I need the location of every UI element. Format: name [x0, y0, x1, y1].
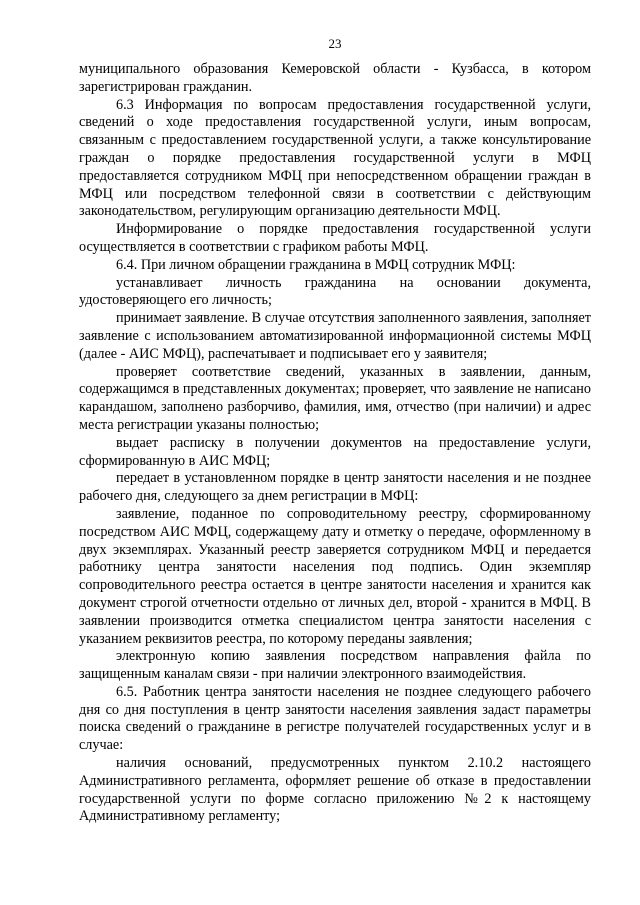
paragraph: принимает заявление. В случае отсутствия заполненного заявления, заполняет заявление с использованием автоматизированной информационной системы МФЦ (далее - АИС МФЦ), распечатывает и подписывает его у заявителя;	[79, 310, 591, 362]
paragraph: Информирование о порядке предоставления государственной услуги осуществляется в соответствии с графиком работы МФЦ.	[79, 221, 591, 255]
paragraph: заявление, поданное по сопроводительному реестру, сформированному посредством АИС МФЦ, содержащему дату и отметку о передаче, оформленному в двух экземплярах. Указанный реестр заверяется сотрудником МФЦ и передается работнику центра занятости населения под подпись. Один экземпляр сопроводительного реестра остается в центре занятости населения и хранится как документ строгой отчетности отдельно от личных дел, второй - хранится в МФЦ. В заявлении производится отметка специалистом центра занятости населения с указанием реквизитов реестра, по которому переданы заявления;	[79, 505, 591, 647]
paragraph: 6.5. Работник центра занятости населения не позднее следующего рабочего дня со дня поступления в центр занятости населения заявления задаст параметры поиска сведений о гражданине в регистре получателей государственных услуг и в случае:	[79, 683, 591, 754]
paragraph: устанавливает личность гражданина на основании документа, удостоверяющего его личность;	[79, 274, 591, 309]
paragraph: проверяет соответствие сведений, указанных в заявлении, данным, содержащимся в представленных документах; проверяет, что заявление не написано карандашом, заполнено разборчиво, фамилия, имя, отчество (при наличии) и адрес места регистрации указаны полностью;	[79, 363, 591, 433]
page-number: 23	[328, 36, 342, 51]
paragraph: 6.3 Информация по вопросам предоставления государственной услуги, сведений о ходе предоставления государственной услуги, иным вопросам, связанным с предоставлением государственной услуги, а также консультирование граждан о порядке предоставления государственной услуги в МФЦ предоставляется сотрудником МФЦ при непосредственном обращении граждан в МФЦ или посредством телефонной связи в соответствии с действующим законодательством, регулирующим организацию деятельности МФЦ.	[79, 96, 591, 220]
paragraph: передает в установленном порядке в центр занятости населения и не позднее рабочего дня, следующего за днем регистрации в МФЦ:	[79, 470, 591, 505]
document-body	[79, 61, 591, 826]
paragraph: 6.4. При личном обращении гражданина в МФЦ сотрудник МФЦ:	[116, 256, 516, 273]
paragraph: электронную копию заявления посредством направления файла по защищенным каналам связи - при наличии электронного взаимодействия.	[79, 648, 591, 683]
paragraph: наличия оснований, предусмотренных пунктом 2.10.2 настоящего Административного регламента, оформляет решение об отказе в предоставлении государственной услуги по форме согласно приложению №2 к настоящему Административному регламенту;	[79, 755, 591, 825]
paragraph: выдает расписку в получении документов на предоставление услуги, сформированную в АИС МФЦ;	[79, 434, 591, 469]
paragraph: муниципального образования Кемеровской области - Кузбасса, в котором зарегистрирован гражданин.	[79, 61, 591, 95]
